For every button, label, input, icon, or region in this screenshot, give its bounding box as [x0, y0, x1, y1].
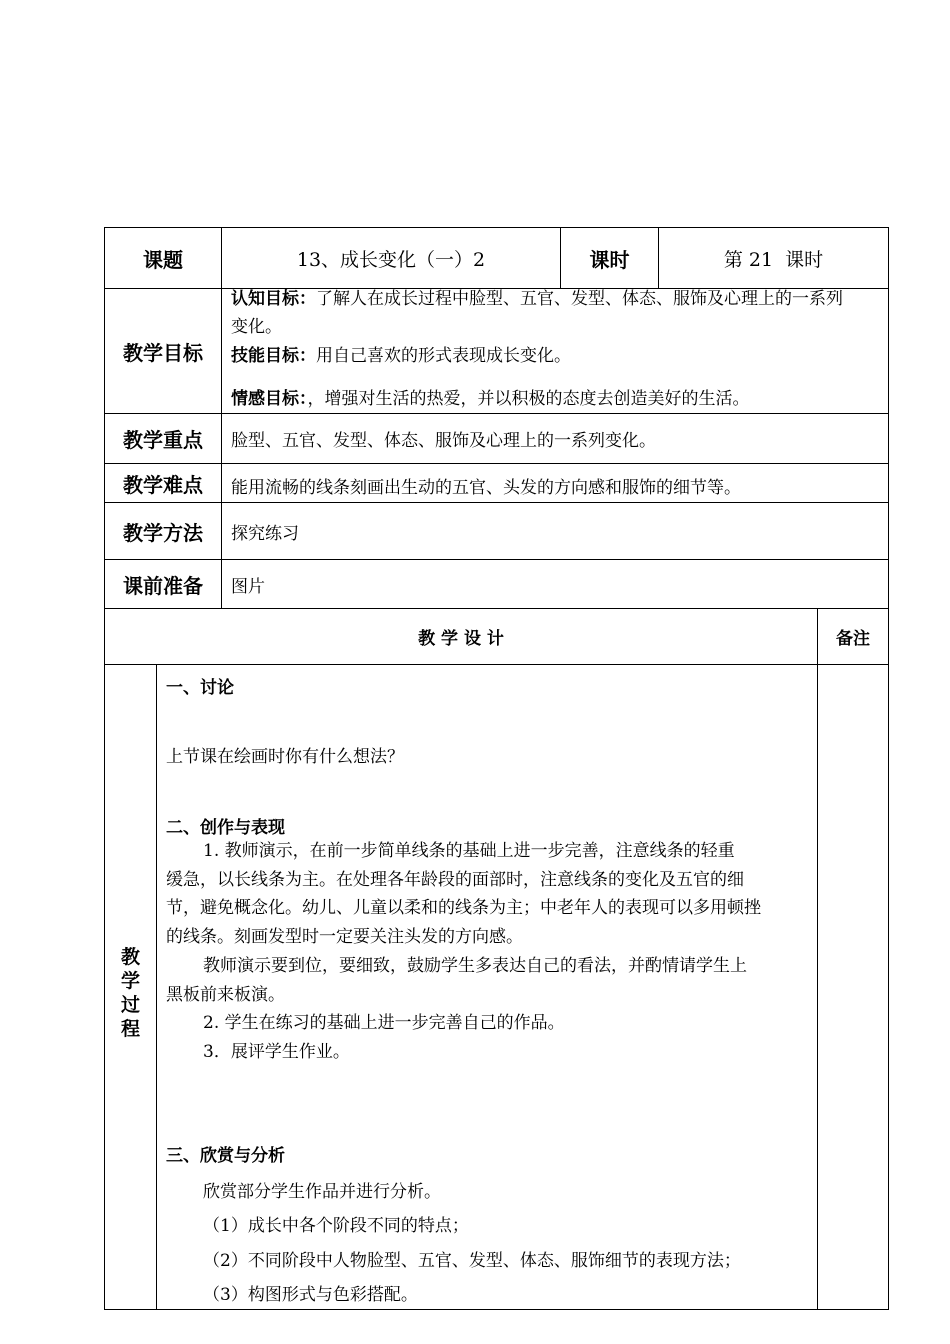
section2-line: 节，避免概念化。幼儿、儿童以柔和的线条为主；中老年人的表现可以多用顿挫 [166, 898, 761, 918]
cognitive-objective-label: 认知目标： [231, 289, 316, 309]
cognitive-objective [231, 288, 843, 310]
section2-line: 黑板前来板演。 [166, 985, 285, 1005]
section2-line: 3．展评学生作业。 [203, 1042, 350, 1062]
emotion-objective [231, 388, 750, 410]
table-border-bottom [104, 1309, 889, 1310]
skill-objective [231, 345, 571, 367]
cognitive-objective-continued: 变化。 [231, 317, 282, 337]
preparation-text: 图片 [231, 576, 265, 597]
process-label-char: 教 [120, 946, 140, 968]
period-value: 第 21 课时 [723, 248, 824, 271]
section3-line: 欣赏部分学生作品并进行分析。 [203, 1182, 441, 1202]
key-points-label: 教学重点 [123, 428, 203, 452]
topic-value: 13、成长变化（一）2 [296, 248, 486, 271]
section1-text: 上节课在绘画时你有什么想法？ [166, 747, 404, 767]
section2-title: 二、创作与表现 [166, 818, 285, 838]
section3-title: 三、欣赏与分析 [166, 1146, 285, 1166]
col-divider [817, 608, 818, 1310]
process-label-char: 程 [120, 1018, 140, 1040]
skill-objective-text: 用自己喜欢的形式表现成长变化。 [316, 346, 571, 366]
process-label-char: 学 [120, 970, 140, 992]
preparation-label: 课前准备 [123, 573, 203, 598]
cognitive-objective-text: 了解人在成长过程中脸型、五官、发型、体态、服饰及心理上的一系列 [316, 289, 843, 309]
topic-label: 课题 [143, 247, 183, 272]
difficulties-text: 能用流畅的线条刻画出生动的五官、头发的方向感和服饰的细节等。 [231, 477, 741, 498]
table-border-right [888, 227, 889, 1310]
process-label [105, 945, 156, 1041]
section2-line: 教师演示要到位，要细致，鼓励学生多表达自己的看法，并酌情请学生上 [203, 956, 747, 976]
section2-line: 2. 学生在练习的基础上进一步完善自己的作品。 [203, 1013, 565, 1033]
section2-line: 的线条。刻画发型时一定要关注头发的方向感。 [166, 927, 523, 947]
key-points-text: 脸型、五官、发型、体态、服饰及心理上的一系列变化。 [231, 431, 656, 451]
objectives-label: 教学目标 [123, 340, 203, 365]
period-label: 课时 [589, 247, 630, 272]
methods-label: 教学方法 [123, 520, 203, 545]
design-header: 教 学 设 计 [418, 629, 504, 649]
section3-line: （3）构图形式与色彩搭配。 [203, 1285, 418, 1305]
process-label-char: 过 [120, 994, 140, 1016]
section2-line: 缓急，以长线条为主。在处理各年龄段的面部时，注意线条的变化及五官的细 [166, 870, 744, 890]
skill-objective-label: 技能目标： [231, 346, 316, 366]
row-divider [104, 664, 889, 665]
notes-header: 备注 [836, 629, 870, 649]
section1-title: 一、讨论 [166, 678, 234, 698]
methods-text: 探究练习 [231, 523, 299, 544]
section3-line: （1）成长中各个阶段不同的特点； [203, 1216, 469, 1236]
difficulties-label: 教学难点 [123, 472, 203, 497]
section3-line: （2）不同阶段中人物脸型、五官、发型、体态、服饰细节的表现方法； [203, 1251, 741, 1271]
emotion-objective-text: ，增强对生活的热爱，并以积极的态度去创造美好的生活。 [307, 389, 750, 409]
section2-line: 1. 教师演示，在前一步简单线条的基础上进一步完善，注意线条的轻重 [203, 841, 735, 861]
col-divider [156, 664, 157, 1310]
emotion-objective-label: 情感目标： [231, 389, 308, 409]
